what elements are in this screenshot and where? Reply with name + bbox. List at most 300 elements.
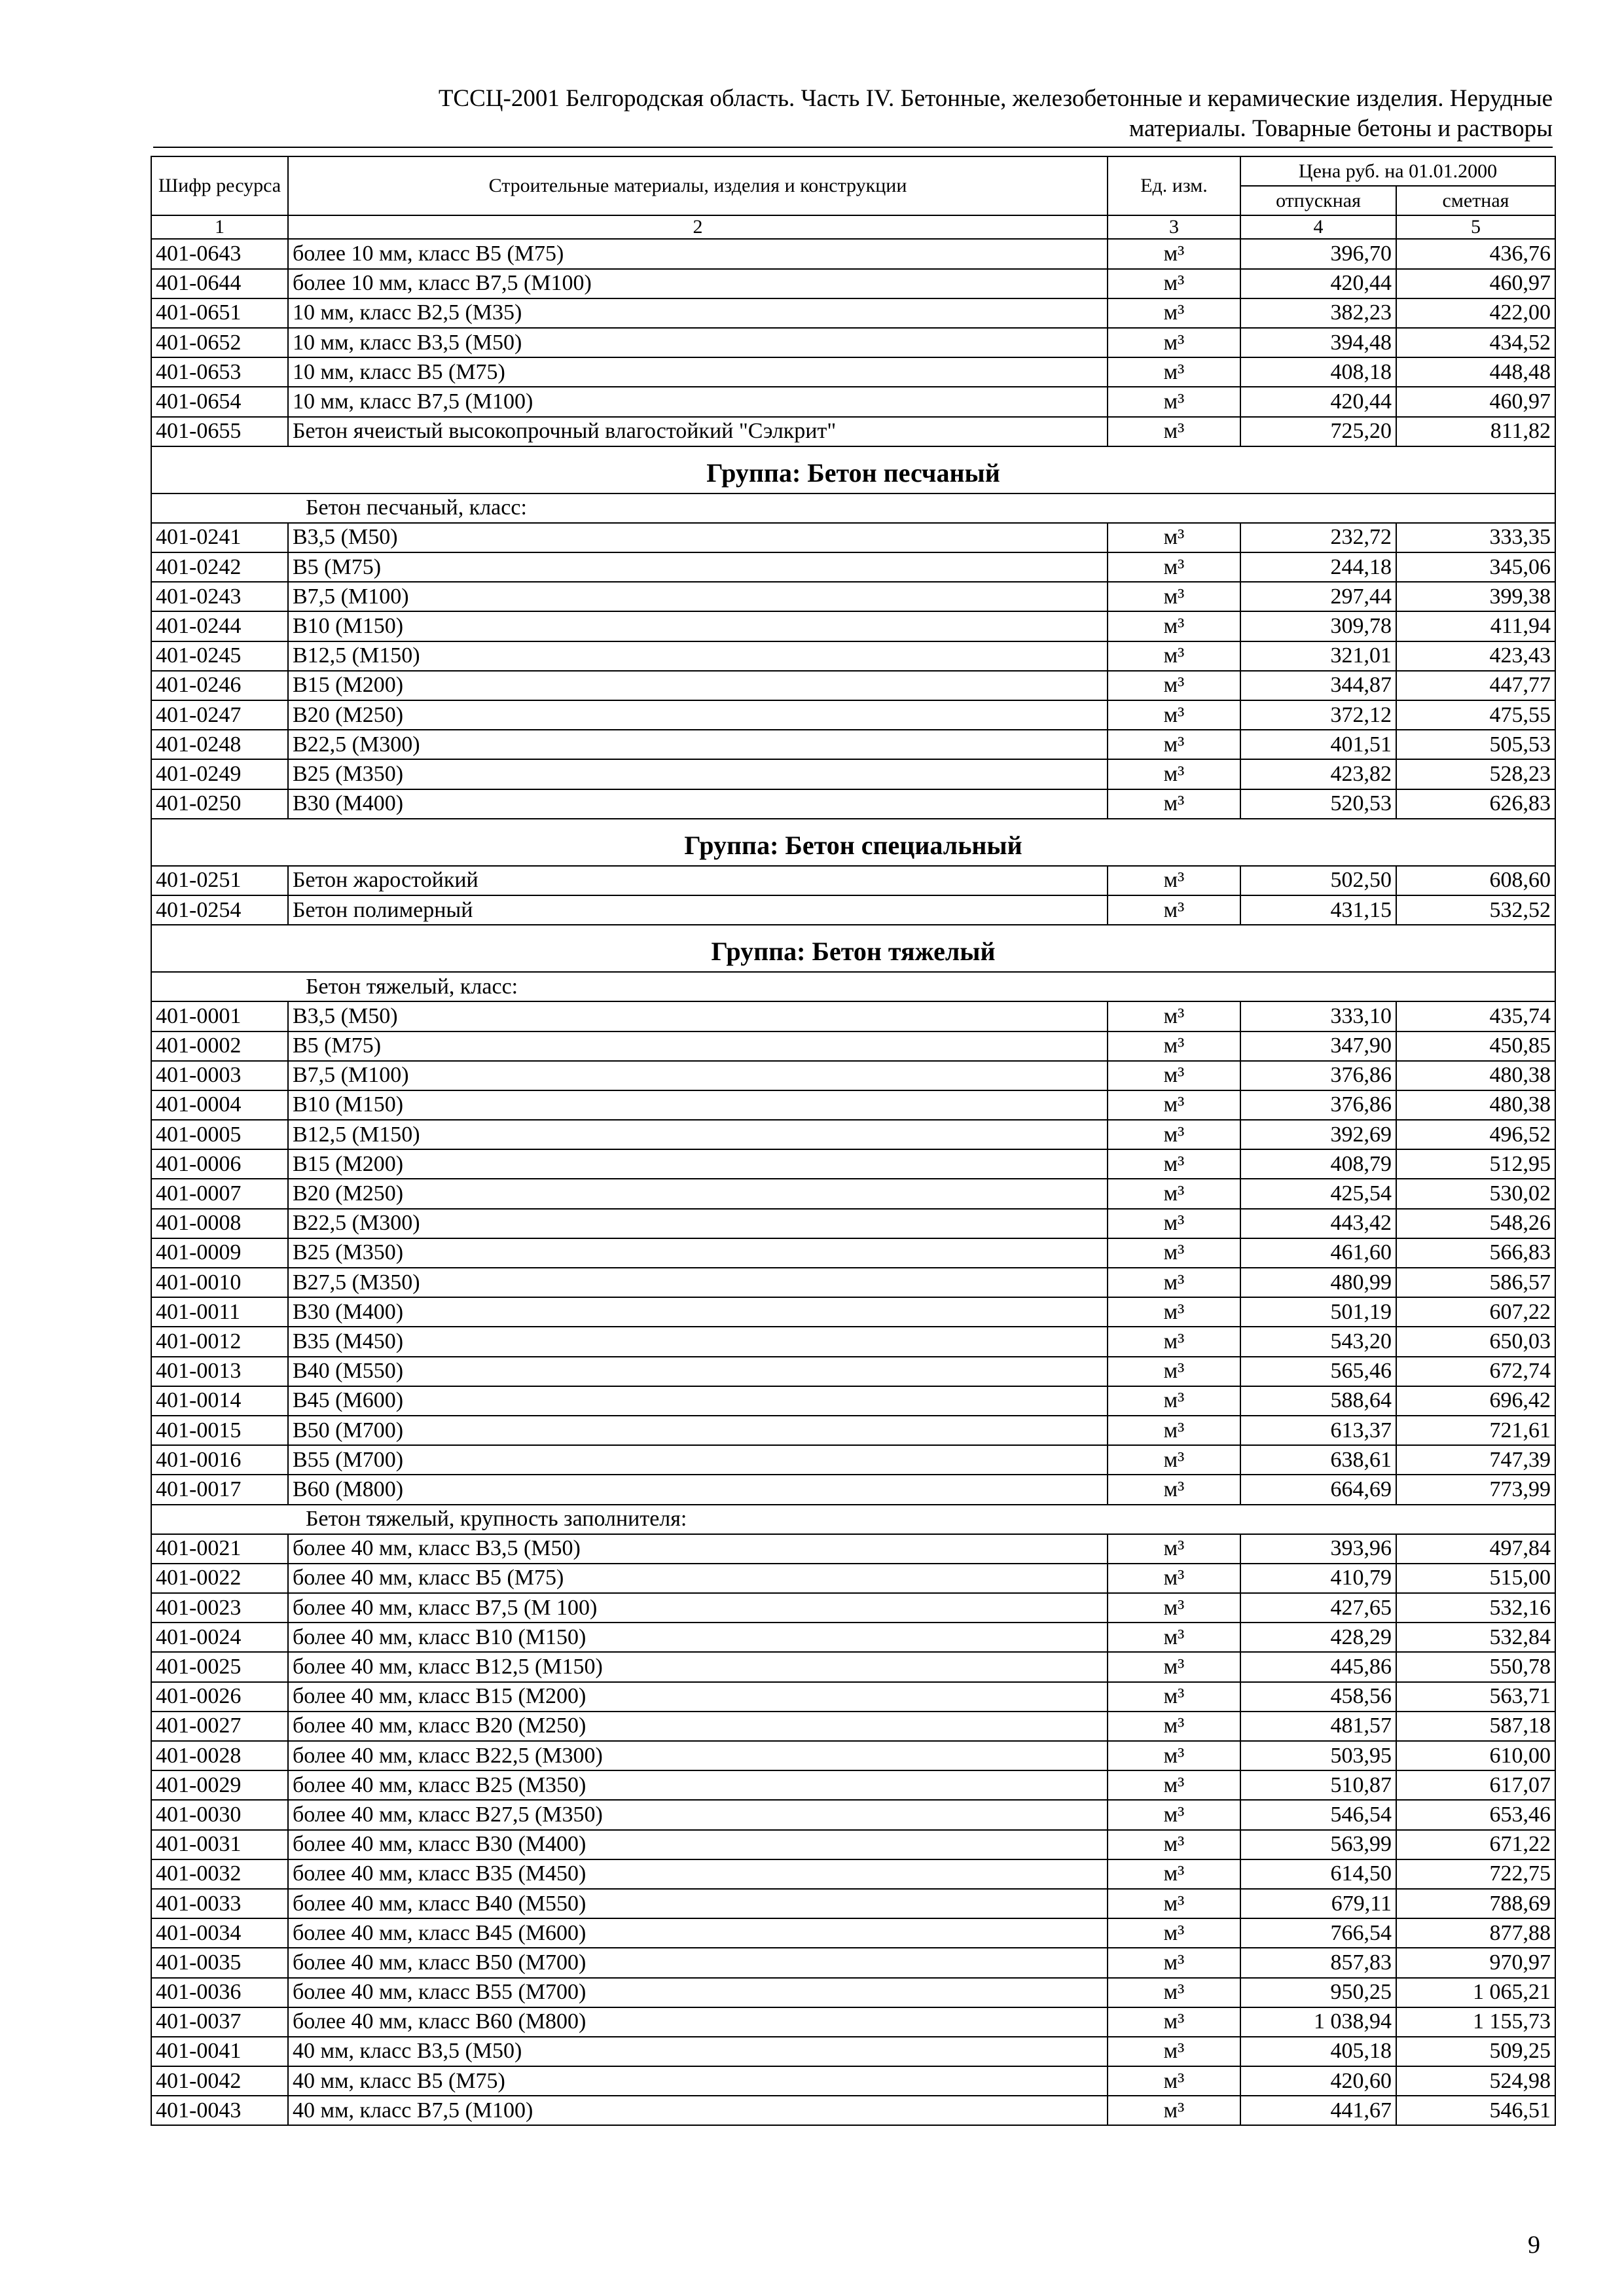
estimate-price: 447,77 bbox=[1396, 671, 1555, 700]
material-name: более 40 мм, класс В45 (М600) bbox=[288, 1918, 1108, 1948]
unit: м³ bbox=[1108, 759, 1240, 789]
release-price: 510,87 bbox=[1240, 1770, 1396, 1800]
table-row bbox=[151, 1859, 1555, 1889]
table-row bbox=[151, 1741, 1555, 1770]
resource-code: 401-0037 bbox=[151, 2007, 288, 2037]
table-row bbox=[151, 1623, 1555, 1652]
table-row bbox=[151, 2066, 1555, 2096]
material-name: более 40 мм, класс В20 (М250) bbox=[288, 1712, 1108, 1741]
table-row bbox=[151, 1889, 1555, 1918]
unit: м³ bbox=[1108, 1859, 1240, 1889]
estimate-price: 399,38 bbox=[1396, 582, 1555, 611]
release-price: 347,90 bbox=[1240, 1031, 1396, 1061]
unit: м³ bbox=[1108, 1800, 1240, 1829]
table-row bbox=[151, 1149, 1555, 1179]
table-row bbox=[151, 866, 1555, 895]
table-row bbox=[151, 1978, 1555, 2007]
release-price: 766,54 bbox=[1240, 1918, 1396, 1948]
release-price: 563,99 bbox=[1240, 1830, 1396, 1859]
col-number-5: 5 bbox=[1396, 215, 1555, 239]
resource-code: 401-0653 bbox=[151, 357, 288, 387]
estimate-price: 773,99 bbox=[1396, 1475, 1555, 1504]
estimate-price: 509,25 bbox=[1396, 2037, 1555, 2066]
table-row bbox=[151, 328, 1555, 357]
estimate-price: 423,43 bbox=[1396, 641, 1555, 671]
material-name: В55 (М700) bbox=[288, 1445, 1108, 1475]
release-price: 428,29 bbox=[1240, 1623, 1396, 1652]
unit: м³ bbox=[1108, 1682, 1240, 1712]
estimate-price: 546,51 bbox=[1396, 2096, 1555, 2125]
table-row bbox=[151, 671, 1555, 700]
table-row bbox=[151, 895, 1555, 925]
resource-code: 401-0254 bbox=[151, 895, 288, 925]
estimate-price: 460,97 bbox=[1396, 269, 1555, 298]
table-row bbox=[151, 1682, 1555, 1712]
table-row bbox=[151, 582, 1555, 611]
table-row bbox=[151, 1209, 1555, 1238]
resource-code: 401-0003 bbox=[151, 1061, 288, 1090]
table-row bbox=[151, 2007, 1555, 2037]
subheader-row bbox=[151, 972, 1555, 1001]
release-price: 458,56 bbox=[1240, 1682, 1396, 1712]
col-header-price: Цена руб. на 01.01.2000 bbox=[1240, 156, 1555, 186]
estimate-price: 505,53 bbox=[1396, 730, 1555, 759]
table-row bbox=[151, 1001, 1555, 1031]
release-price: 427,65 bbox=[1240, 1593, 1396, 1623]
material-name: более 40 мм, класс В22,5 (М300) bbox=[288, 1741, 1108, 1770]
unit: м³ bbox=[1108, 1534, 1240, 1564]
estimate-price: 532,16 bbox=[1396, 1593, 1555, 1623]
unit: м³ bbox=[1108, 1327, 1240, 1356]
table-row bbox=[151, 1918, 1555, 1948]
release-price: 461,60 bbox=[1240, 1238, 1396, 1268]
resource-code: 401-0644 bbox=[151, 269, 288, 298]
release-price: 481,57 bbox=[1240, 1712, 1396, 1741]
release-price: 857,83 bbox=[1240, 1948, 1396, 1977]
table-row bbox=[151, 1061, 1555, 1090]
resource-code: 401-0036 bbox=[151, 1978, 288, 2007]
unit: м³ bbox=[1108, 387, 1240, 416]
release-price: 309,78 bbox=[1240, 611, 1396, 641]
unit: м³ bbox=[1108, 1268, 1240, 1297]
release-price: 405,18 bbox=[1240, 2037, 1396, 2066]
unit: м³ bbox=[1108, 671, 1240, 700]
page-number: 9 bbox=[1528, 2231, 1540, 2259]
unit: м³ bbox=[1108, 1149, 1240, 1179]
table-row bbox=[151, 1268, 1555, 1297]
release-price: 420,60 bbox=[1240, 2066, 1396, 2096]
table-row bbox=[151, 417, 1555, 446]
table-row bbox=[151, 1475, 1555, 1504]
material-name: 40 мм, класс В3,5 (М50) bbox=[288, 2037, 1108, 2066]
resource-code: 401-0024 bbox=[151, 1623, 288, 1652]
subheader-row bbox=[151, 493, 1555, 523]
release-price: 725,20 bbox=[1240, 417, 1396, 446]
resource-code: 401-0043 bbox=[151, 2096, 288, 2125]
release-price: 333,10 bbox=[1240, 1001, 1396, 1031]
col-number-4: 4 bbox=[1240, 215, 1396, 239]
estimate-price: 524,98 bbox=[1396, 2066, 1555, 2096]
release-price: 244,18 bbox=[1240, 552, 1396, 582]
resource-code: 401-0042 bbox=[151, 2066, 288, 2096]
unit: м³ bbox=[1108, 523, 1240, 552]
table-row bbox=[151, 789, 1555, 819]
col-number-3: 3 bbox=[1108, 215, 1240, 239]
material-name: 40 мм, класс В7,5 (М100) bbox=[288, 2096, 1108, 2125]
material-name: более 40 мм, класс В7,5 (М 100) bbox=[288, 1593, 1108, 1623]
release-price: 376,86 bbox=[1240, 1090, 1396, 1120]
resource-code: 401-0012 bbox=[151, 1327, 288, 1356]
unit: м³ bbox=[1108, 298, 1240, 328]
unit: м³ bbox=[1108, 1978, 1240, 2007]
table-row bbox=[151, 1386, 1555, 1416]
material-name: В5 (М75) bbox=[288, 1031, 1108, 1061]
resource-code: 401-0033 bbox=[151, 1889, 288, 1918]
resource-code: 401-0025 bbox=[151, 1652, 288, 1681]
estimate-price: 563,71 bbox=[1396, 1682, 1555, 1712]
group-title: Группа: Бетон тяжелый bbox=[151, 925, 1555, 972]
table-row bbox=[151, 1416, 1555, 1445]
estimate-price: 422,00 bbox=[1396, 298, 1555, 328]
unit: м³ bbox=[1108, 1001, 1240, 1031]
table-row bbox=[151, 1297, 1555, 1327]
resource-code: 401-0029 bbox=[151, 1770, 288, 1800]
resource-code: 401-0651 bbox=[151, 298, 288, 328]
material-name: В5 (М75) bbox=[288, 552, 1108, 582]
material-name: более 40 мм, класс В35 (М450) bbox=[288, 1859, 1108, 1889]
estimate-price: 672,74 bbox=[1396, 1357, 1555, 1386]
release-price: 232,72 bbox=[1240, 523, 1396, 552]
material-name: В20 (М250) bbox=[288, 700, 1108, 730]
estimate-price: 434,52 bbox=[1396, 328, 1555, 357]
estimate-price: 333,35 bbox=[1396, 523, 1555, 552]
release-price: 372,12 bbox=[1240, 700, 1396, 730]
resource-code: 401-0023 bbox=[151, 1593, 288, 1623]
release-price: 431,15 bbox=[1240, 895, 1396, 925]
table-row bbox=[151, 1712, 1555, 1741]
release-price: 423,82 bbox=[1240, 759, 1396, 789]
release-price: 1 038,94 bbox=[1240, 2007, 1396, 2037]
resource-code: 401-0248 bbox=[151, 730, 288, 759]
table-row bbox=[151, 2096, 1555, 2125]
release-price: 613,37 bbox=[1240, 1416, 1396, 1445]
resource-code: 401-0249 bbox=[151, 759, 288, 789]
subheader-label: Бетон песчаный, класс: bbox=[151, 493, 1555, 523]
estimate-price: 970,97 bbox=[1396, 1948, 1555, 1977]
resource-code: 401-0027 bbox=[151, 1712, 288, 1741]
resource-code: 401-0009 bbox=[151, 1238, 288, 1268]
release-price: 443,42 bbox=[1240, 1209, 1396, 1238]
material-name: Бетон ячеистый высокопрочный влагостойкий "Сэлкрит" bbox=[288, 417, 1108, 446]
release-price: 408,18 bbox=[1240, 357, 1396, 387]
unit: м³ bbox=[1108, 641, 1240, 671]
table-row bbox=[151, 1090, 1555, 1120]
material-name: В7,5 (М100) bbox=[288, 582, 1108, 611]
material-name: В25 (М350) bbox=[288, 759, 1108, 789]
material-name: 10 мм, класс В7,5 (М100) bbox=[288, 387, 1108, 416]
estimate-price: 515,00 bbox=[1396, 1564, 1555, 1593]
unit: м³ bbox=[1108, 1652, 1240, 1681]
release-price: 425,54 bbox=[1240, 1179, 1396, 1208]
unit: м³ bbox=[1108, 1770, 1240, 1800]
estimate-price: 671,22 bbox=[1396, 1830, 1555, 1859]
unit: м³ bbox=[1108, 2066, 1240, 2096]
resource-code: 401-0242 bbox=[151, 552, 288, 582]
material-name: В40 (М550) bbox=[288, 1357, 1108, 1386]
table-row bbox=[151, 269, 1555, 298]
estimate-price: 722,75 bbox=[1396, 1859, 1555, 1889]
estimate-price: 1 065,21 bbox=[1396, 1978, 1555, 2007]
col-header-unit: Ед. изм. bbox=[1108, 156, 1240, 215]
release-price: 445,86 bbox=[1240, 1652, 1396, 1681]
table-row bbox=[151, 239, 1555, 268]
resource-code: 401-0007 bbox=[151, 1179, 288, 1208]
estimate-price: 608,60 bbox=[1396, 866, 1555, 895]
resource-code: 401-0241 bbox=[151, 523, 288, 552]
table-row bbox=[151, 1120, 1555, 1149]
unit: м³ bbox=[1108, 1889, 1240, 1918]
col-header-estimate: сметная bbox=[1396, 186, 1555, 215]
material-name: В20 (М250) bbox=[288, 1179, 1108, 1208]
material-name: 10 мм, класс В5 (М75) bbox=[288, 357, 1108, 387]
unit: м³ bbox=[1108, 789, 1240, 819]
estimate-price: 450,85 bbox=[1396, 1031, 1555, 1061]
material-name: В50 (М700) bbox=[288, 1416, 1108, 1445]
group-row bbox=[151, 819, 1555, 866]
resource-code: 401-0021 bbox=[151, 1534, 288, 1564]
resource-code: 401-0643 bbox=[151, 239, 288, 268]
table-header bbox=[151, 156, 1555, 239]
unit: м³ bbox=[1108, 1238, 1240, 1268]
unit: м³ bbox=[1108, 1357, 1240, 1386]
unit: м³ bbox=[1108, 700, 1240, 730]
table-row bbox=[151, 1534, 1555, 1564]
release-price: 441,67 bbox=[1240, 2096, 1396, 2125]
release-price: 950,25 bbox=[1240, 1978, 1396, 2007]
unit: м³ bbox=[1108, 611, 1240, 641]
resource-code: 401-0247 bbox=[151, 700, 288, 730]
resource-code: 401-0011 bbox=[151, 1297, 288, 1327]
estimate-price: 496,52 bbox=[1396, 1120, 1555, 1149]
estimate-price: 586,57 bbox=[1396, 1268, 1555, 1297]
estimate-price: 617,07 bbox=[1396, 1770, 1555, 1800]
estimate-price: 587,18 bbox=[1396, 1712, 1555, 1741]
unit: м³ bbox=[1108, 1386, 1240, 1416]
table-row bbox=[151, 2037, 1555, 2066]
material-name: 10 мм, класс В3,5 (М50) bbox=[288, 328, 1108, 357]
material-name: В45 (М600) bbox=[288, 1386, 1108, 1416]
material-name: более 40 мм, класс В50 (М700) bbox=[288, 1948, 1108, 1977]
release-price: 420,44 bbox=[1240, 387, 1396, 416]
table-row bbox=[151, 1800, 1555, 1829]
resource-code: 401-0006 bbox=[151, 1149, 288, 1179]
estimate-price: 448,48 bbox=[1396, 357, 1555, 387]
unit: м³ bbox=[1108, 1593, 1240, 1623]
group-row bbox=[151, 925, 1555, 972]
unit: м³ bbox=[1108, 582, 1240, 611]
release-price: 344,87 bbox=[1240, 671, 1396, 700]
estimate-price: 696,42 bbox=[1396, 1386, 1555, 1416]
subheader-label: Бетон тяжелый, класс: bbox=[151, 972, 1555, 1001]
estimate-price: 788,69 bbox=[1396, 1889, 1555, 1918]
estimate-price: 512,95 bbox=[1396, 1149, 1555, 1179]
release-price: 408,79 bbox=[1240, 1149, 1396, 1179]
resource-code: 401-0243 bbox=[151, 582, 288, 611]
group-title: Группа: Бетон специальный bbox=[151, 819, 1555, 866]
resource-code: 401-0250 bbox=[151, 789, 288, 819]
material-name: В10 (М150) bbox=[288, 611, 1108, 641]
table-body bbox=[151, 239, 1555, 2125]
table-row bbox=[151, 1031, 1555, 1061]
col-header-name: Строительные материалы, изделия и конструкции bbox=[288, 156, 1108, 215]
material-name: В15 (М200) bbox=[288, 1149, 1108, 1179]
estimate-price: 345,06 bbox=[1396, 552, 1555, 582]
release-price: 376,86 bbox=[1240, 1061, 1396, 1090]
release-price: 638,61 bbox=[1240, 1445, 1396, 1475]
material-name: более 40 мм, класс В55 (М700) bbox=[288, 1978, 1108, 2007]
unit: м³ bbox=[1108, 866, 1240, 895]
table-row bbox=[151, 1179, 1555, 1208]
estimate-price: 530,02 bbox=[1396, 1179, 1555, 1208]
resource-code: 401-0001 bbox=[151, 1001, 288, 1031]
resource-code: 401-0022 bbox=[151, 1564, 288, 1593]
table-row bbox=[151, 611, 1555, 641]
unit: м³ bbox=[1108, 1445, 1240, 1475]
table-row bbox=[151, 1652, 1555, 1681]
release-price: 394,48 bbox=[1240, 328, 1396, 357]
unit: м³ bbox=[1108, 328, 1240, 357]
resource-code: 401-0251 bbox=[151, 866, 288, 895]
table-row bbox=[151, 1564, 1555, 1593]
estimate-price: 480,38 bbox=[1396, 1061, 1555, 1090]
estimate-price: 497,84 bbox=[1396, 1534, 1555, 1564]
resource-code: 401-0013 bbox=[151, 1357, 288, 1386]
unit: м³ bbox=[1108, 1830, 1240, 1859]
col-header-release: отпускная bbox=[1240, 186, 1396, 215]
table-row bbox=[151, 1238, 1555, 1268]
header-line-2: материалы. Товарные бетоны и растворы bbox=[1128, 115, 1553, 142]
material-name: более 40 мм, класс В10 (М150) bbox=[288, 1623, 1108, 1652]
table-row bbox=[151, 1593, 1555, 1623]
resource-code: 401-0005 bbox=[151, 1120, 288, 1149]
table-row bbox=[151, 1357, 1555, 1386]
material-name: В27,5 (М350) bbox=[288, 1268, 1108, 1297]
table-row bbox=[151, 298, 1555, 328]
unit: м³ bbox=[1108, 1120, 1240, 1149]
estimate-price: 548,26 bbox=[1396, 1209, 1555, 1238]
page-header bbox=[153, 84, 1553, 148]
resource-code: 401-0244 bbox=[151, 611, 288, 641]
material-name: более 40 мм, класс В27,5 (М350) bbox=[288, 1800, 1108, 1829]
material-name: В25 (М350) bbox=[288, 1238, 1108, 1268]
material-name: В22,5 (М300) bbox=[288, 1209, 1108, 1238]
table-row bbox=[151, 552, 1555, 582]
release-price: 393,96 bbox=[1240, 1534, 1396, 1564]
subheader-label: Бетон тяжелый, крупность заполнителя: bbox=[151, 1505, 1555, 1534]
estimate-price: 747,39 bbox=[1396, 1445, 1555, 1475]
price-table bbox=[151, 156, 1556, 2126]
release-price: 410,79 bbox=[1240, 1564, 1396, 1593]
estimate-price: 435,74 bbox=[1396, 1001, 1555, 1031]
material-name: более 40 мм, класс В5 (М75) bbox=[288, 1564, 1108, 1593]
table-row bbox=[151, 730, 1555, 759]
resource-code: 401-0031 bbox=[151, 1830, 288, 1859]
material-name: более 40 мм, класс В60 (М800) bbox=[288, 2007, 1108, 2037]
unit: м³ bbox=[1108, 1061, 1240, 1090]
release-price: 565,46 bbox=[1240, 1357, 1396, 1386]
release-price: 382,23 bbox=[1240, 298, 1396, 328]
unit: м³ bbox=[1108, 1475, 1240, 1504]
resource-code: 401-0002 bbox=[151, 1031, 288, 1061]
unit: м³ bbox=[1108, 1948, 1240, 1977]
col-header-code: Шифр ресурса bbox=[151, 156, 288, 215]
estimate-price: 610,00 bbox=[1396, 1741, 1555, 1770]
material-name: 10 мм, класс В2,5 (М35) bbox=[288, 298, 1108, 328]
release-price: 501,19 bbox=[1240, 1297, 1396, 1327]
resource-code: 401-0032 bbox=[151, 1859, 288, 1889]
material-name: более 10 мм, класс В7,5 (М100) bbox=[288, 269, 1108, 298]
material-name: более 10 мм, класс В5 (М75) bbox=[288, 239, 1108, 268]
col-number-2: 2 bbox=[288, 215, 1108, 239]
table-row bbox=[151, 1770, 1555, 1800]
resource-code: 401-0004 bbox=[151, 1090, 288, 1120]
estimate-price: 811,82 bbox=[1396, 417, 1555, 446]
resource-code: 401-0652 bbox=[151, 328, 288, 357]
resource-code: 401-0028 bbox=[151, 1741, 288, 1770]
estimate-price: 528,23 bbox=[1396, 759, 1555, 789]
material-name: Бетон полимерный bbox=[288, 895, 1108, 925]
material-name: В12,5 (М150) bbox=[288, 641, 1108, 671]
unit: м³ bbox=[1108, 895, 1240, 925]
material-name: В30 (М400) bbox=[288, 789, 1108, 819]
material-name: В60 (М800) bbox=[288, 1475, 1108, 1504]
resource-code: 401-0026 bbox=[151, 1682, 288, 1712]
resource-code: 401-0041 bbox=[151, 2037, 288, 2066]
estimate-price: 1 155,73 bbox=[1396, 2007, 1555, 2037]
release-price: 297,44 bbox=[1240, 582, 1396, 611]
unit: м³ bbox=[1108, 2096, 1240, 2125]
release-price: 546,54 bbox=[1240, 1800, 1396, 1829]
release-price: 664,69 bbox=[1240, 1475, 1396, 1504]
estimate-price: 436,76 bbox=[1396, 239, 1555, 268]
release-price: 588,64 bbox=[1240, 1386, 1396, 1416]
resource-code: 401-0655 bbox=[151, 417, 288, 446]
table-row bbox=[151, 1327, 1555, 1356]
unit: м³ bbox=[1108, 1090, 1240, 1120]
estimate-price: 650,03 bbox=[1396, 1327, 1555, 1356]
unit: м³ bbox=[1108, 2037, 1240, 2066]
material-name: более 40 мм, класс В3,5 (М50) bbox=[288, 1534, 1108, 1564]
material-name: В30 (М400) bbox=[288, 1297, 1108, 1327]
unit: м³ bbox=[1108, 1564, 1240, 1593]
release-price: 480,99 bbox=[1240, 1268, 1396, 1297]
release-price: 543,20 bbox=[1240, 1327, 1396, 1356]
resource-code: 401-0245 bbox=[151, 641, 288, 671]
material-name: В3,5 (М50) bbox=[288, 523, 1108, 552]
resource-code: 401-0015 bbox=[151, 1416, 288, 1445]
material-name: В3,5 (М50) bbox=[288, 1001, 1108, 1031]
unit: м³ bbox=[1108, 1741, 1240, 1770]
unit: м³ bbox=[1108, 730, 1240, 759]
table-row bbox=[151, 387, 1555, 416]
resource-code: 401-0246 bbox=[151, 671, 288, 700]
estimate-price: 532,52 bbox=[1396, 895, 1555, 925]
unit: м³ bbox=[1108, 357, 1240, 387]
release-price: 520,53 bbox=[1240, 789, 1396, 819]
resource-code: 401-0654 bbox=[151, 387, 288, 416]
estimate-price: 653,46 bbox=[1396, 1800, 1555, 1829]
unit: м³ bbox=[1108, 1209, 1240, 1238]
